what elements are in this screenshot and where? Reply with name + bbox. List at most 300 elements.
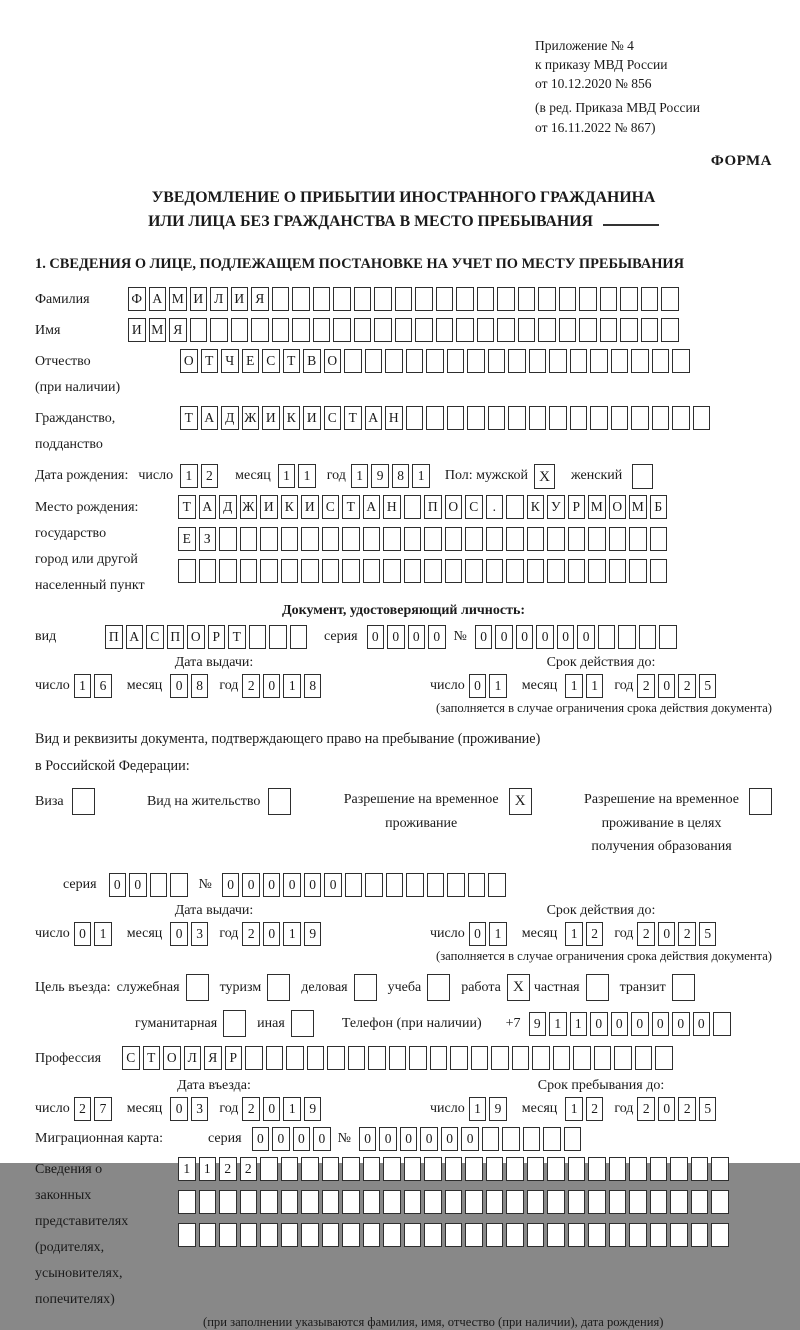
- char-box[interactable]: [342, 559, 360, 583]
- char-box[interactable]: М: [149, 318, 167, 342]
- char-box[interactable]: [260, 1223, 278, 1247]
- char-box[interactable]: О: [609, 495, 627, 519]
- char-box[interactable]: [465, 1223, 483, 1247]
- char-box[interactable]: Ж: [240, 495, 258, 519]
- char-box[interactable]: [404, 495, 422, 519]
- char-box[interactable]: [344, 349, 362, 373]
- char-box[interactable]: 0: [672, 1012, 690, 1036]
- char-box[interactable]: [568, 559, 586, 583]
- char-box[interactable]: 8: [392, 464, 410, 488]
- temp-residence-education-checkbox[interactable]: [749, 788, 772, 815]
- char-box[interactable]: 0: [469, 674, 487, 698]
- char-box[interactable]: [424, 559, 442, 583]
- char-box[interactable]: [538, 287, 556, 311]
- char-box[interactable]: [354, 287, 372, 311]
- char-box[interactable]: [486, 1223, 504, 1247]
- char-box[interactable]: Т: [344, 406, 362, 430]
- char-box[interactable]: Е: [178, 527, 196, 551]
- char-box[interactable]: [590, 406, 608, 430]
- char-box[interactable]: [465, 559, 483, 583]
- char-box[interactable]: [415, 318, 433, 342]
- char-box[interactable]: [348, 1046, 366, 1070]
- char-box[interactable]: С: [122, 1046, 140, 1070]
- char-box[interactable]: 0: [109, 873, 127, 897]
- char-box[interactable]: С: [146, 625, 164, 649]
- char-box[interactable]: 1: [351, 464, 369, 488]
- char-box[interactable]: 3: [191, 1097, 209, 1121]
- char-box[interactable]: [650, 559, 668, 583]
- char-box[interactable]: [497, 287, 515, 311]
- char-box[interactable]: [219, 527, 237, 551]
- char-box[interactable]: [415, 287, 433, 311]
- char-box[interactable]: [199, 559, 217, 583]
- char-box[interactable]: [693, 406, 711, 430]
- char-box[interactable]: 1: [570, 1012, 588, 1036]
- char-box[interactable]: [527, 1157, 545, 1181]
- char-box[interactable]: [620, 287, 638, 311]
- char-box[interactable]: [281, 1190, 299, 1214]
- char-box[interactable]: И: [262, 406, 280, 430]
- char-box[interactable]: [445, 1223, 463, 1247]
- char-box[interactable]: [219, 1190, 237, 1214]
- char-box[interactable]: [456, 318, 474, 342]
- char-box[interactable]: [395, 318, 413, 342]
- char-box[interactable]: 0: [170, 922, 188, 946]
- char-box[interactable]: 5: [699, 674, 717, 698]
- char-box[interactable]: А: [149, 287, 167, 311]
- char-box[interactable]: [467, 406, 485, 430]
- char-box[interactable]: [468, 873, 486, 897]
- char-box[interactable]: Т: [342, 495, 360, 519]
- sex-male-checkbox[interactable]: X: [534, 464, 555, 489]
- char-box[interactable]: [178, 559, 196, 583]
- char-box[interactable]: 1: [489, 674, 507, 698]
- char-box[interactable]: [547, 1190, 565, 1214]
- char-box[interactable]: М: [629, 495, 647, 519]
- char-box[interactable]: [404, 1157, 422, 1181]
- char-box[interactable]: [655, 1046, 673, 1070]
- char-box[interactable]: 0: [263, 1097, 281, 1121]
- char-box[interactable]: [395, 287, 413, 311]
- char-box[interactable]: [430, 1046, 448, 1070]
- char-box[interactable]: И: [190, 287, 208, 311]
- char-box[interactable]: [240, 559, 258, 583]
- char-box[interactable]: [281, 527, 299, 551]
- char-box[interactable]: 0: [658, 1097, 676, 1121]
- char-box[interactable]: [547, 1157, 565, 1181]
- char-box[interactable]: 0: [263, 674, 281, 698]
- char-box[interactable]: [527, 527, 545, 551]
- char-box[interactable]: [713, 1012, 731, 1036]
- char-box[interactable]: [711, 1157, 729, 1181]
- char-box[interactable]: [389, 1046, 407, 1070]
- char-box[interactable]: [170, 873, 188, 897]
- char-box[interactable]: [272, 287, 290, 311]
- char-box[interactable]: [301, 1157, 319, 1181]
- char-box[interactable]: [486, 1190, 504, 1214]
- char-box[interactable]: [547, 1223, 565, 1247]
- char-box[interactable]: Е: [242, 349, 260, 373]
- char-box[interactable]: 0: [170, 1097, 188, 1121]
- char-box[interactable]: [512, 1046, 530, 1070]
- char-box[interactable]: 1: [180, 464, 198, 488]
- char-box[interactable]: А: [201, 406, 219, 430]
- char-box[interactable]: [313, 287, 331, 311]
- char-box[interactable]: [342, 1157, 360, 1181]
- char-box[interactable]: [629, 559, 647, 583]
- char-box[interactable]: 0: [652, 1012, 670, 1036]
- char-box[interactable]: А: [199, 495, 217, 519]
- char-box[interactable]: 1: [199, 1157, 217, 1181]
- char-box[interactable]: И: [303, 406, 321, 430]
- char-box[interactable]: Л: [184, 1046, 202, 1070]
- purpose-work-checkbox[interactable]: X: [507, 974, 530, 1001]
- char-box[interactable]: [199, 1190, 217, 1214]
- char-box[interactable]: [497, 318, 515, 342]
- char-box[interactable]: [363, 559, 381, 583]
- char-box[interactable]: [568, 1157, 586, 1181]
- char-box[interactable]: [559, 287, 577, 311]
- char-box[interactable]: 6: [94, 674, 112, 698]
- char-box[interactable]: [711, 1190, 729, 1214]
- char-box[interactable]: [450, 1046, 468, 1070]
- char-box[interactable]: [383, 1157, 401, 1181]
- char-box[interactable]: [471, 1046, 489, 1070]
- char-box[interactable]: [652, 349, 670, 373]
- char-box[interactable]: 2: [242, 1097, 260, 1121]
- char-box[interactable]: [486, 1157, 504, 1181]
- char-box[interactable]: И: [128, 318, 146, 342]
- char-box[interactable]: [650, 1223, 668, 1247]
- char-box[interactable]: [374, 318, 392, 342]
- char-box[interactable]: [523, 1127, 541, 1151]
- char-box[interactable]: [506, 559, 524, 583]
- char-box[interactable]: 0: [313, 1127, 331, 1151]
- char-box[interactable]: И: [231, 287, 249, 311]
- char-box[interactable]: [249, 625, 267, 649]
- char-box[interactable]: Т: [201, 349, 219, 373]
- char-box[interactable]: З: [199, 527, 217, 551]
- char-box[interactable]: [445, 527, 463, 551]
- char-box[interactable]: 2: [242, 922, 260, 946]
- temp-residence-checkbox[interactable]: X: [509, 788, 532, 815]
- char-box[interactable]: [266, 1046, 284, 1070]
- char-box[interactable]: 2: [586, 922, 604, 946]
- char-box[interactable]: [518, 318, 536, 342]
- char-box[interactable]: Т: [283, 349, 301, 373]
- char-box[interactable]: [406, 349, 424, 373]
- char-box[interactable]: [611, 406, 629, 430]
- char-box[interactable]: [333, 318, 351, 342]
- char-box[interactable]: [588, 1223, 606, 1247]
- char-box[interactable]: 0: [475, 625, 493, 649]
- char-box[interactable]: 0: [516, 625, 534, 649]
- char-box[interactable]: 1: [412, 464, 430, 488]
- char-box[interactable]: [424, 527, 442, 551]
- char-box[interactable]: 0: [272, 1127, 290, 1151]
- char-box[interactable]: Ж: [242, 406, 260, 430]
- char-box[interactable]: 0: [400, 1127, 418, 1151]
- char-box[interactable]: [322, 1190, 340, 1214]
- char-box[interactable]: 1: [74, 674, 92, 698]
- char-box[interactable]: [477, 287, 495, 311]
- char-box[interactable]: 5: [699, 922, 717, 946]
- char-box[interactable]: [231, 318, 249, 342]
- char-box[interactable]: [342, 527, 360, 551]
- char-box[interactable]: [609, 527, 627, 551]
- char-box[interactable]: [631, 349, 649, 373]
- char-box[interactable]: 9: [371, 464, 389, 488]
- char-box[interactable]: [342, 1223, 360, 1247]
- char-box[interactable]: [661, 318, 679, 342]
- char-box[interactable]: [568, 1190, 586, 1214]
- char-box[interactable]: 0: [469, 922, 487, 946]
- char-box[interactable]: 2: [678, 674, 696, 698]
- char-box[interactable]: [635, 1046, 653, 1070]
- char-box[interactable]: 1: [565, 674, 583, 698]
- char-box[interactable]: [529, 349, 547, 373]
- char-box[interactable]: [579, 287, 597, 311]
- char-box[interactable]: [568, 1223, 586, 1247]
- char-box[interactable]: [333, 287, 351, 311]
- char-box[interactable]: [313, 318, 331, 342]
- char-box[interactable]: [301, 559, 319, 583]
- char-box[interactable]: [609, 1190, 627, 1214]
- char-box[interactable]: Т: [143, 1046, 161, 1070]
- char-box[interactable]: [641, 318, 659, 342]
- char-box[interactable]: Т: [180, 406, 198, 430]
- char-box[interactable]: Т: [178, 495, 196, 519]
- char-box[interactable]: Б: [650, 495, 668, 519]
- char-box[interactable]: [527, 559, 545, 583]
- char-box[interactable]: [251, 318, 269, 342]
- char-box[interactable]: 0: [658, 922, 676, 946]
- char-box[interactable]: [342, 1190, 360, 1214]
- char-box[interactable]: О: [445, 495, 463, 519]
- char-box[interactable]: 0: [222, 873, 240, 897]
- char-box[interactable]: 1: [469, 1097, 487, 1121]
- char-box[interactable]: [365, 349, 383, 373]
- char-box[interactable]: О: [163, 1046, 181, 1070]
- char-box[interactable]: [290, 625, 308, 649]
- purpose-other-checkbox[interactable]: [291, 1010, 314, 1037]
- char-box[interactable]: [620, 318, 638, 342]
- char-box[interactable]: [661, 287, 679, 311]
- char-box[interactable]: 0: [557, 625, 575, 649]
- char-box[interactable]: [588, 1190, 606, 1214]
- char-box[interactable]: [424, 1157, 442, 1181]
- char-box[interactable]: [588, 559, 606, 583]
- char-box[interactable]: П: [167, 625, 185, 649]
- char-box[interactable]: [594, 1046, 612, 1070]
- char-box[interactable]: [691, 1157, 709, 1181]
- char-box[interactable]: К: [527, 495, 545, 519]
- char-box[interactable]: 1: [278, 464, 296, 488]
- purpose-business-checkbox[interactable]: [354, 974, 377, 1001]
- char-box[interactable]: [260, 527, 278, 551]
- char-box[interactable]: [518, 287, 536, 311]
- char-box[interactable]: [570, 406, 588, 430]
- char-box[interactable]: [547, 559, 565, 583]
- char-box[interactable]: [260, 1157, 278, 1181]
- char-box[interactable]: [600, 318, 618, 342]
- char-box[interactable]: [427, 873, 445, 897]
- char-box[interactable]: Р: [568, 495, 586, 519]
- char-box[interactable]: [467, 349, 485, 373]
- char-box[interactable]: [363, 1223, 381, 1247]
- char-box[interactable]: Я: [204, 1046, 222, 1070]
- char-box[interactable]: Р: [225, 1046, 243, 1070]
- char-box[interactable]: [269, 625, 287, 649]
- char-box[interactable]: С: [262, 349, 280, 373]
- char-box[interactable]: [260, 1190, 278, 1214]
- char-box[interactable]: [301, 527, 319, 551]
- char-box[interactable]: 0: [420, 1127, 438, 1151]
- char-box[interactable]: [547, 527, 565, 551]
- char-box[interactable]: 9: [304, 1097, 322, 1121]
- char-box[interactable]: 0: [428, 625, 446, 649]
- char-box[interactable]: [345, 873, 363, 897]
- char-box[interactable]: [292, 318, 310, 342]
- char-box[interactable]: 0: [631, 1012, 649, 1036]
- char-box[interactable]: [573, 1046, 591, 1070]
- char-box[interactable]: [365, 873, 383, 897]
- char-box[interactable]: Ч: [221, 349, 239, 373]
- char-box[interactable]: Н: [383, 495, 401, 519]
- char-box[interactable]: 0: [170, 674, 188, 698]
- char-box[interactable]: 0: [359, 1127, 377, 1151]
- char-box[interactable]: [178, 1190, 196, 1214]
- char-box[interactable]: 0: [74, 922, 92, 946]
- char-box[interactable]: [652, 406, 670, 430]
- char-box[interactable]: .: [486, 495, 504, 519]
- char-box[interactable]: [447, 406, 465, 430]
- char-box[interactable]: [529, 406, 547, 430]
- char-box[interactable]: [568, 527, 586, 551]
- char-box[interactable]: О: [324, 349, 342, 373]
- char-box[interactable]: [272, 318, 290, 342]
- char-box[interactable]: Н: [385, 406, 403, 430]
- char-box[interactable]: [629, 1190, 647, 1214]
- char-box[interactable]: [506, 527, 524, 551]
- char-box[interactable]: [322, 1223, 340, 1247]
- char-box[interactable]: 0: [263, 873, 281, 897]
- char-box[interactable]: О: [187, 625, 205, 649]
- char-box[interactable]: [240, 1223, 258, 1247]
- char-box[interactable]: [527, 1223, 545, 1247]
- char-box[interactable]: 0: [293, 1127, 311, 1151]
- char-box[interactable]: 8: [191, 674, 209, 698]
- char-box[interactable]: [486, 559, 504, 583]
- char-box[interactable]: 2: [586, 1097, 604, 1121]
- char-box[interactable]: [426, 349, 444, 373]
- purpose-transit-checkbox[interactable]: [672, 974, 695, 1001]
- char-box[interactable]: [281, 1157, 299, 1181]
- char-box[interactable]: 0: [590, 1012, 608, 1036]
- char-box[interactable]: [436, 287, 454, 311]
- char-box[interactable]: 2: [637, 674, 655, 698]
- char-box[interactable]: [465, 1157, 483, 1181]
- char-box[interactable]: 2: [678, 1097, 696, 1121]
- char-box[interactable]: [404, 1190, 422, 1214]
- char-box[interactable]: [629, 1157, 647, 1181]
- char-box[interactable]: 0: [611, 1012, 629, 1036]
- char-box[interactable]: Р: [208, 625, 226, 649]
- char-box[interactable]: [629, 1223, 647, 1247]
- char-box[interactable]: [281, 1223, 299, 1247]
- char-box[interactable]: [506, 1223, 524, 1247]
- char-box[interactable]: [445, 1190, 463, 1214]
- char-box[interactable]: [354, 318, 372, 342]
- char-box[interactable]: 9: [529, 1012, 547, 1036]
- char-box[interactable]: 1: [283, 674, 301, 698]
- char-box[interactable]: [240, 1190, 258, 1214]
- char-box[interactable]: [404, 1223, 422, 1247]
- char-box[interactable]: И: [301, 495, 319, 519]
- char-box[interactable]: 0: [324, 873, 342, 897]
- char-box[interactable]: [600, 287, 618, 311]
- char-box[interactable]: [363, 1190, 381, 1214]
- char-box[interactable]: 2: [201, 464, 219, 488]
- char-box[interactable]: [543, 1127, 561, 1151]
- char-box[interactable]: [672, 349, 690, 373]
- char-box[interactable]: [527, 1190, 545, 1214]
- char-box[interactable]: [245, 1046, 263, 1070]
- char-box[interactable]: [374, 287, 392, 311]
- char-box[interactable]: [383, 527, 401, 551]
- char-box[interactable]: 0: [242, 873, 260, 897]
- char-box[interactable]: О: [180, 349, 198, 373]
- char-box[interactable]: [150, 873, 168, 897]
- char-box[interactable]: 2: [242, 674, 260, 698]
- char-box[interactable]: [199, 1223, 217, 1247]
- char-box[interactable]: 0: [658, 674, 676, 698]
- char-box[interactable]: [447, 873, 465, 897]
- char-box[interactable]: 1: [298, 464, 316, 488]
- char-box[interactable]: [609, 1223, 627, 1247]
- char-box[interactable]: [477, 318, 495, 342]
- char-box[interactable]: [301, 1190, 319, 1214]
- char-box[interactable]: [691, 1223, 709, 1247]
- char-box[interactable]: [598, 625, 616, 649]
- char-box[interactable]: [532, 1046, 550, 1070]
- char-box[interactable]: [590, 349, 608, 373]
- char-box[interactable]: 0: [495, 625, 513, 649]
- char-box[interactable]: 1: [94, 922, 112, 946]
- char-box[interactable]: 1: [565, 922, 583, 946]
- char-box[interactable]: [579, 318, 597, 342]
- char-box[interactable]: [502, 1127, 520, 1151]
- char-box[interactable]: 1: [586, 674, 604, 698]
- char-box[interactable]: 1: [565, 1097, 583, 1121]
- char-box[interactable]: [178, 1223, 196, 1247]
- char-box[interactable]: [508, 406, 526, 430]
- char-box[interactable]: 3: [191, 922, 209, 946]
- char-box[interactable]: [404, 559, 422, 583]
- char-box[interactable]: [538, 318, 556, 342]
- char-box[interactable]: [672, 406, 690, 430]
- char-box[interactable]: [363, 527, 381, 551]
- char-box[interactable]: 1: [283, 922, 301, 946]
- char-box[interactable]: [386, 873, 404, 897]
- char-box[interactable]: [486, 527, 504, 551]
- char-box[interactable]: [650, 1157, 668, 1181]
- purpose-private-checkbox[interactable]: [586, 974, 609, 1001]
- char-box[interactable]: [456, 287, 474, 311]
- char-box[interactable]: 2: [678, 922, 696, 946]
- char-box[interactable]: 0: [283, 873, 301, 897]
- char-box[interactable]: [322, 1157, 340, 1181]
